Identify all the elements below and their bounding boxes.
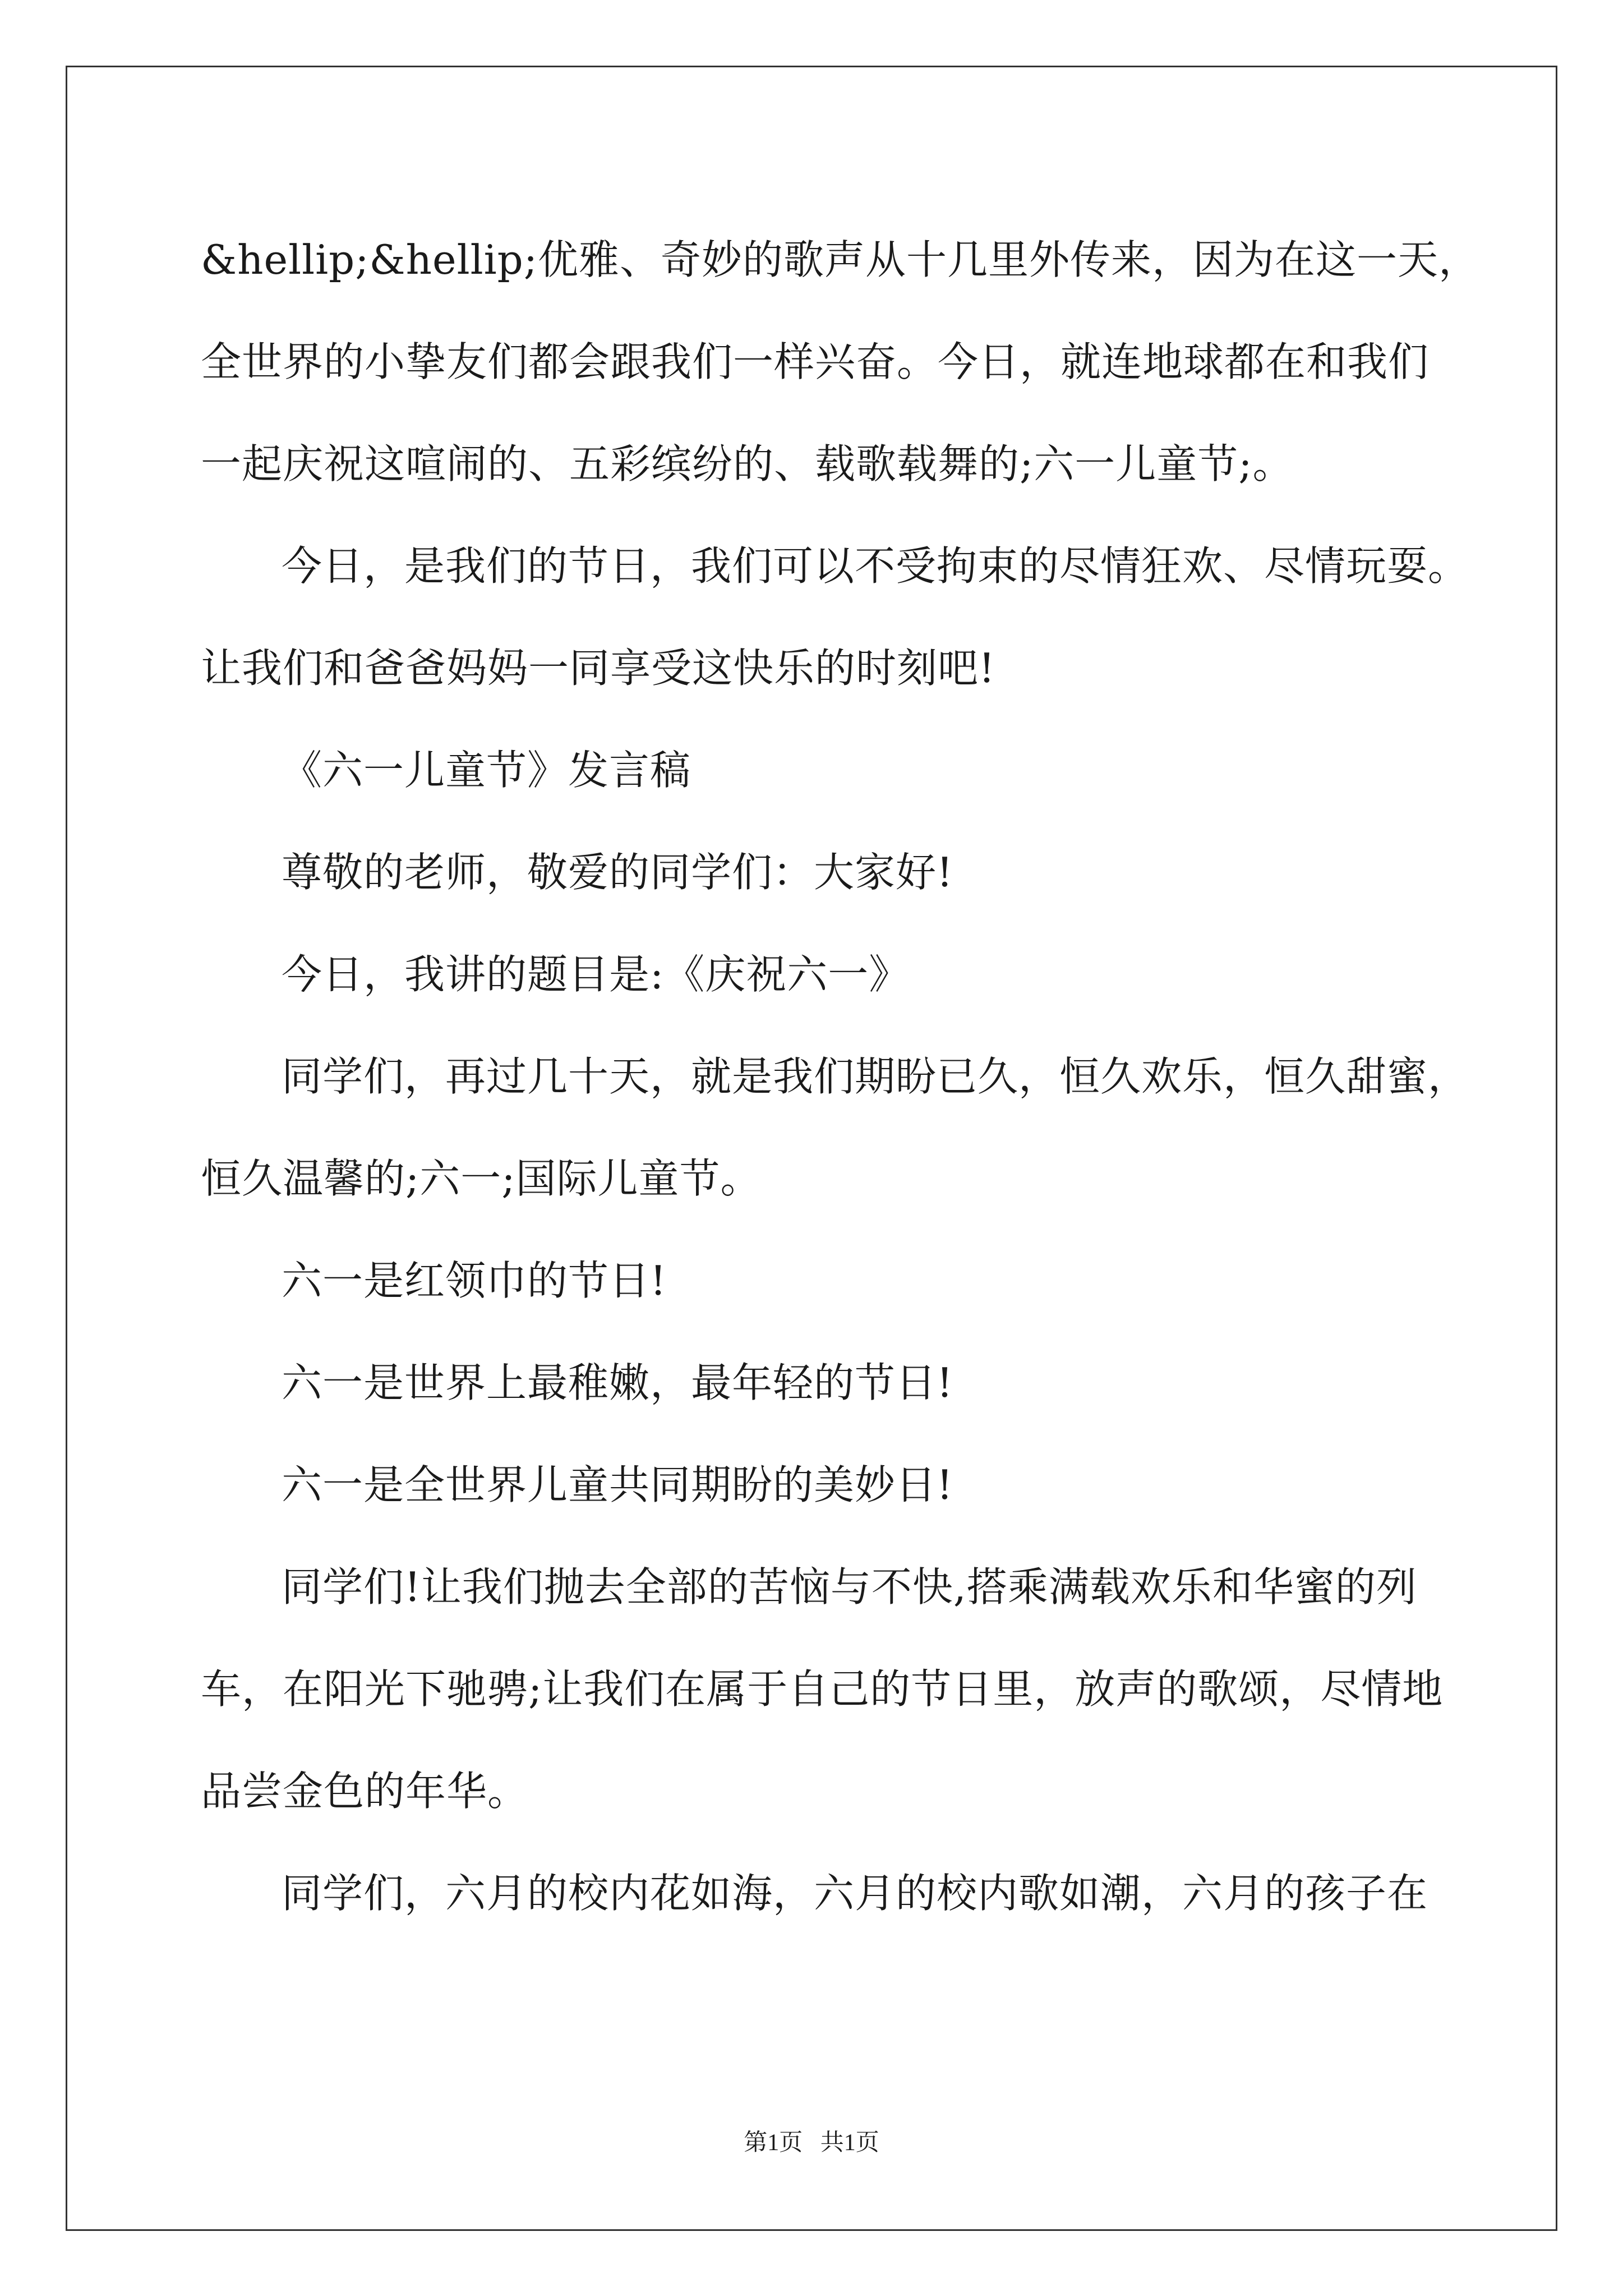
text-line-1: &hellip;&hellip;优雅、奇妙的歌声从十几里外传来，因为在这一天，: [201, 236, 1480, 283]
text-line-10: 恒久温馨的;六一;国际儿童节。: [201, 1155, 762, 1202]
text-line-5: 让我们和爸爸妈妈一同享受这快乐的时刻吧!: [201, 645, 995, 692]
text-line-9: 同学们，再过几十天，就是我们期盼已久，恒久欢乐，恒久甜蜜，: [282, 1053, 1469, 1100]
text-line-2: 全世界的小挚友们都会跟我们一样兴奋。今日，就连地球都在和我们: [201, 338, 1430, 385]
text-line-15: 车，在阳光下驰骋;让我们在属于自己的节日里，放声的歌颂，尽情地: [201, 1665, 1444, 1713]
text-line-13: 六一是全世界儿童共同期盼的美妙日!: [282, 1461, 953, 1508]
text-line-17: 同学们，六月的校内花如海，六月的校内歌如潮，六月的孩子在: [282, 1870, 1428, 1917]
text-line-8: 今日，我讲的题目是:《庆祝六一》: [282, 951, 910, 998]
text-line-14: 同学们!让我们抛去全部的苦恼与不快,搭乘满载欢乐和华蜜的列: [282, 1563, 1417, 1611]
document-body: [201, 209, 1480, 1944]
text-line-3: 一起庆祝这喧闹的、五彩缤纷的、载歌载舞的;六一儿童节;。: [201, 440, 1294, 487]
text-line-12: 六一是世界上最稚嫩，最年轻的节日!: [282, 1359, 953, 1406]
text-line-11: 六一是红领巾的节日!: [282, 1257, 667, 1304]
section-title: 《六一儿童节》发言稿: [282, 747, 691, 794]
text-line-16: 品尝金色的年华。: [201, 1768, 529, 1815]
text-line-7: 尊敬的老师，敬爱的同学们：大家好!: [282, 849, 953, 896]
text-line-4: 今日，是我们的节日，我们可以不受拘束的尽情狂欢、尽情玩耍。: [282, 542, 1469, 590]
page-footer: 第1页 共1页: [744, 2130, 879, 2156]
